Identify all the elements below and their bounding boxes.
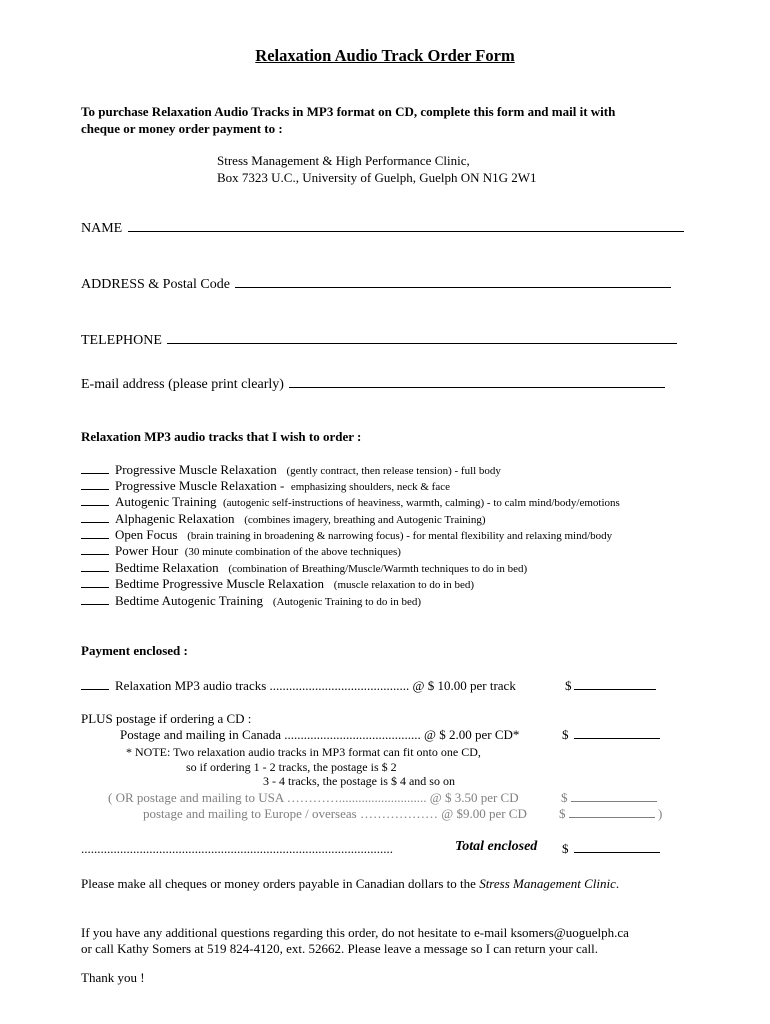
dollar-sign: $ <box>561 790 568 805</box>
usa-amount[interactable] <box>561 790 657 806</box>
address-field[interactable] <box>81 277 671 293</box>
questions-line-2: or call Kathy Somers at 519 824-4120, ext. 52662. Please leave a message so I can return your call. <box>81 941 598 956</box>
total-amount-line[interactable] <box>574 851 660 853</box>
note-line-3: 3 - 4 tracks, the postage is $ 4 and so on <box>263 774 455 788</box>
europe-amount-line[interactable] <box>569 816 655 818</box>
track-checkbox-line[interactable] <box>81 472 109 474</box>
track-name: Power Hour <box>115 543 179 558</box>
payment-tracks-text: Relaxation MP3 audio tracks ........................................... @ $ 10.00 per track <box>115 678 516 693</box>
address-label: ADDRESS & Postal Code <box>81 277 230 292</box>
track-name: Bedtime Autogenic Training <box>115 593 264 608</box>
track-item[interactable] <box>81 511 486 527</box>
track-checkbox-line[interactable] <box>81 603 109 605</box>
payment-heading: Payment enclosed : <box>81 643 188 658</box>
track-checkbox-line[interactable] <box>81 570 109 572</box>
track-desc: (30 minute combination of the above techniques) <box>184 546 401 558</box>
track-name: Alphagenic Relaxation <box>115 511 235 526</box>
address-line[interactable] <box>235 286 671 288</box>
track-checkbox-line[interactable] <box>81 537 109 539</box>
mailing-address-line-2: Box 7323 U.C., University of Guelph, Guelph ON N1G 2W1 <box>217 170 537 185</box>
track-checkbox-line[interactable] <box>81 553 109 555</box>
track-item[interactable] <box>81 478 450 494</box>
telephone-field[interactable] <box>81 333 677 349</box>
track-item[interactable] <box>81 543 401 559</box>
europe-postage-text: postage and mailing to Europe / overseas ……………… @ $9.00 per CD <box>143 806 527 821</box>
track-checkbox-line[interactable] <box>81 488 109 490</box>
clinic-name: Stress Management Clinic <box>479 876 616 891</box>
track-item[interactable] <box>81 576 474 592</box>
track-item[interactable] <box>81 494 620 510</box>
track-name: Open Focus <box>115 527 178 542</box>
name-line[interactable] <box>128 230 684 232</box>
note-line-1: * NOTE: Two relaxation audio tracks in MP3 format can fit onto one CD, <box>126 745 481 759</box>
total-label: Total enclosed <box>455 839 538 854</box>
cheques-note <box>81 876 619 892</box>
track-desc: (autogenic self-instructions of heaviness, warmth, calming) - to calm mind/body/emotions <box>222 497 620 509</box>
name-field[interactable] <box>81 221 684 237</box>
note-line-2: so if ordering 1 - 2 tracks, the postage is $ 2 <box>186 760 397 774</box>
intro-line-2: cheque or money order payment to : <box>81 121 283 136</box>
track-name: Autogenic Training <box>115 494 217 509</box>
plus-postage: PLUS postage if ordering a CD : <box>81 711 252 726</box>
canada-postage-text: Postage and mailing in Canada .......................................... @ $ 2.00 per CD* <box>120 727 520 742</box>
dollar-sign: $ <box>565 678 572 693</box>
telephone-line[interactable] <box>167 342 677 344</box>
tracks-amount-line[interactable] <box>574 688 656 690</box>
cheques-text: Please make all cheques or money orders payable in Canadian dollars to the <box>81 876 480 891</box>
track-item[interactable] <box>81 560 527 576</box>
thank-you: Thank you ! <box>81 970 145 985</box>
dollar-sign: $ <box>562 727 569 742</box>
canada-amount[interactable] <box>562 727 660 743</box>
canada-amount-line[interactable] <box>574 737 660 739</box>
track-desc: (brain training in broadening & narrowing focus) - for mental flexibility and relaxing mind/body <box>187 530 613 542</box>
intro-line-1: To purchase Relaxation Audio Tracks in MP3 format on CD, complete this form and mail it with <box>81 104 616 119</box>
track-item[interactable] <box>81 462 501 478</box>
name-label: NAME <box>81 221 123 236</box>
track-name: Bedtime Relaxation <box>115 560 219 575</box>
track-desc: (gently contract, then release tension) - full body <box>286 465 501 477</box>
questions-line-1: If you have any additional questions regarding this order, do not hesitate to e-mail ksomers@uoguelph.ca <box>81 925 629 940</box>
europe-amount[interactable] <box>559 806 662 822</box>
tracks-heading: Relaxation MP3 audio tracks that I wish to order : <box>81 429 362 444</box>
mailing-address-line-1: Stress Management & High Performance Clinic, <box>217 153 470 168</box>
total-dots: ................................................................................................ <box>81 841 393 856</box>
track-item[interactable] <box>81 527 612 543</box>
track-desc: (Autogenic Training to do in bed) <box>272 596 421 608</box>
email-field[interactable] <box>81 377 665 393</box>
total-amount[interactable] <box>562 841 660 857</box>
dollar-sign: $ <box>559 806 566 821</box>
track-checkbox-line[interactable] <box>81 504 109 506</box>
track-name: Progressive Muscle Relaxation - <box>115 478 285 493</box>
payment-tracks-row[interactable] <box>81 678 516 694</box>
page-title: Relaxation Audio Track Order Form <box>255 46 515 65</box>
email-label: E-mail address (please print clearly) <box>81 377 284 392</box>
email-line[interactable] <box>289 386 665 388</box>
track-item[interactable] <box>81 593 421 609</box>
track-checkbox-line[interactable] <box>81 586 109 588</box>
telephone-label: TELEPHONE <box>81 333 162 348</box>
track-count-line[interactable] <box>81 688 109 690</box>
track-name: Bedtime Progressive Muscle Relaxation <box>115 576 325 591</box>
track-desc: (combination of Breathing/Muscle/Warmth techniques to do in bed) <box>228 563 528 575</box>
track-desc: emphasizing shoulders, neck & face <box>290 481 450 493</box>
dollar-sign: $ <box>562 841 569 856</box>
usa-postage-text: ( OR postage and mailing to USA …………........................... @ $ 3.50 per CD <box>108 790 519 805</box>
track-checkbox-line[interactable] <box>81 521 109 523</box>
cheques-end: . <box>615 876 620 891</box>
track-name: Progressive Muscle Relaxation <box>115 462 277 477</box>
close-paren: ) <box>658 806 663 821</box>
tracks-amount[interactable] <box>565 678 656 694</box>
track-desc: (muscle relaxation to do in bed) <box>333 579 475 591</box>
track-desc: (combines imagery, breathing and Autogenic Training) <box>244 514 486 526</box>
usa-amount-line[interactable] <box>571 800 657 802</box>
